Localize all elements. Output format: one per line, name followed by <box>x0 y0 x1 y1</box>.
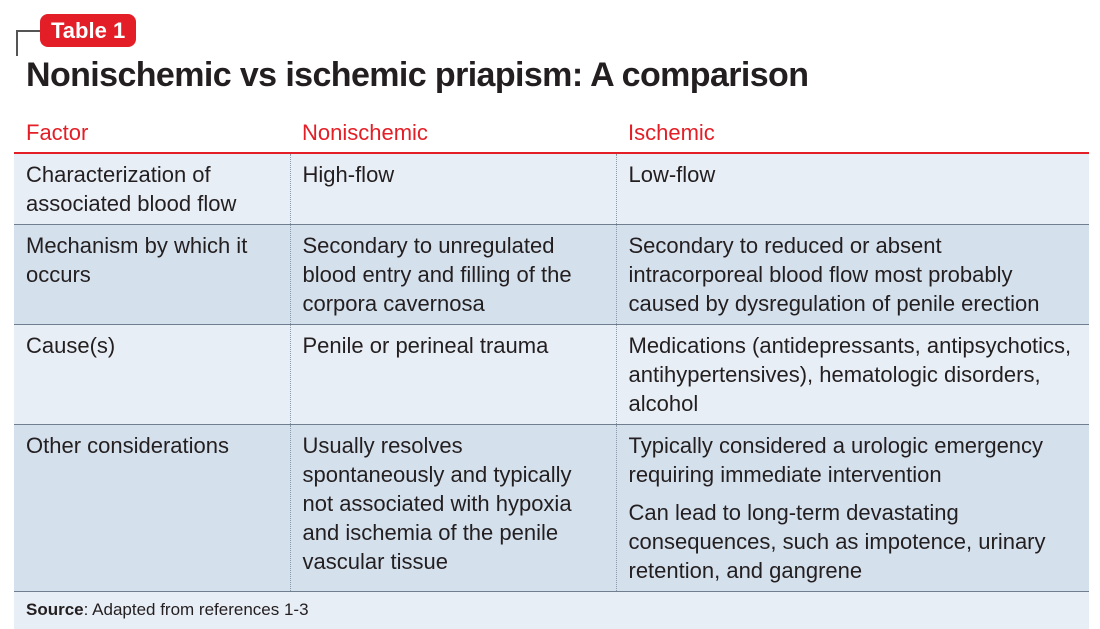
table-label-badge: Table 1 <box>40 14 136 47</box>
table-row <box>14 153 1089 225</box>
comparison-table <box>14 112 1089 629</box>
factor-cell: Cause(s) <box>14 325 290 425</box>
table-row <box>14 425 1089 592</box>
cell-text: Penile or perineal trauma <box>303 331 602 360</box>
table-row <box>14 225 1089 325</box>
source-label: Source <box>26 600 84 619</box>
nonischemic-cell <box>290 225 616 325</box>
ischemic-cell <box>616 153 1089 225</box>
cell-text: High-flow <box>303 160 602 189</box>
cell-text: Can lead to long-term devastating consequences, such as impotence, urinary retention, and gangrene <box>629 498 1076 585</box>
table-title: Nonischemic vs ischemic priapism: A comparison <box>26 56 808 95</box>
ischemic-cell <box>616 425 1089 592</box>
cell-text: Low-flow <box>629 160 1076 189</box>
factor-cell: Characterization of associated blood flow <box>14 153 290 225</box>
cell-text: Typically considered a urologic emergency requiring immediate intervention <box>629 431 1076 489</box>
source-row <box>14 592 1089 629</box>
cell-text: Secondary to reduced or absent intracorporeal blood flow most probably caused by dysregulation of penile erection <box>629 231 1076 318</box>
cell-text: Medications (antidepressants, antipsychotics, antihypertensives), hematologic disorders, alcohol <box>629 331 1076 418</box>
header-ischemic: Ischemic <box>616 112 1089 153</box>
nonischemic-cell <box>290 153 616 225</box>
cell-text: Secondary to unregulated blood entry and filling of the corpora cavernosa <box>303 231 602 318</box>
source-note <box>14 592 1089 629</box>
header-nonischemic: Nonischemic <box>290 112 616 153</box>
header-row <box>14 112 1089 153</box>
cell-text: Usually resolves spontaneously and typically not associated with hypoxia and ischemia of the penile vascular tissue <box>303 431 602 576</box>
nonischemic-cell <box>290 325 616 425</box>
ischemic-cell <box>616 225 1089 325</box>
corner-bracket <box>16 30 40 56</box>
nonischemic-cell <box>290 425 616 592</box>
header-factor: Factor <box>14 112 290 153</box>
table-row <box>14 325 1089 425</box>
ischemic-cell <box>616 325 1089 425</box>
factor-cell: Other considerations <box>14 425 290 592</box>
factor-cell: Mechanism by which it occurs <box>14 225 290 325</box>
source-text: : Adapted from references 1-3 <box>84 600 309 619</box>
